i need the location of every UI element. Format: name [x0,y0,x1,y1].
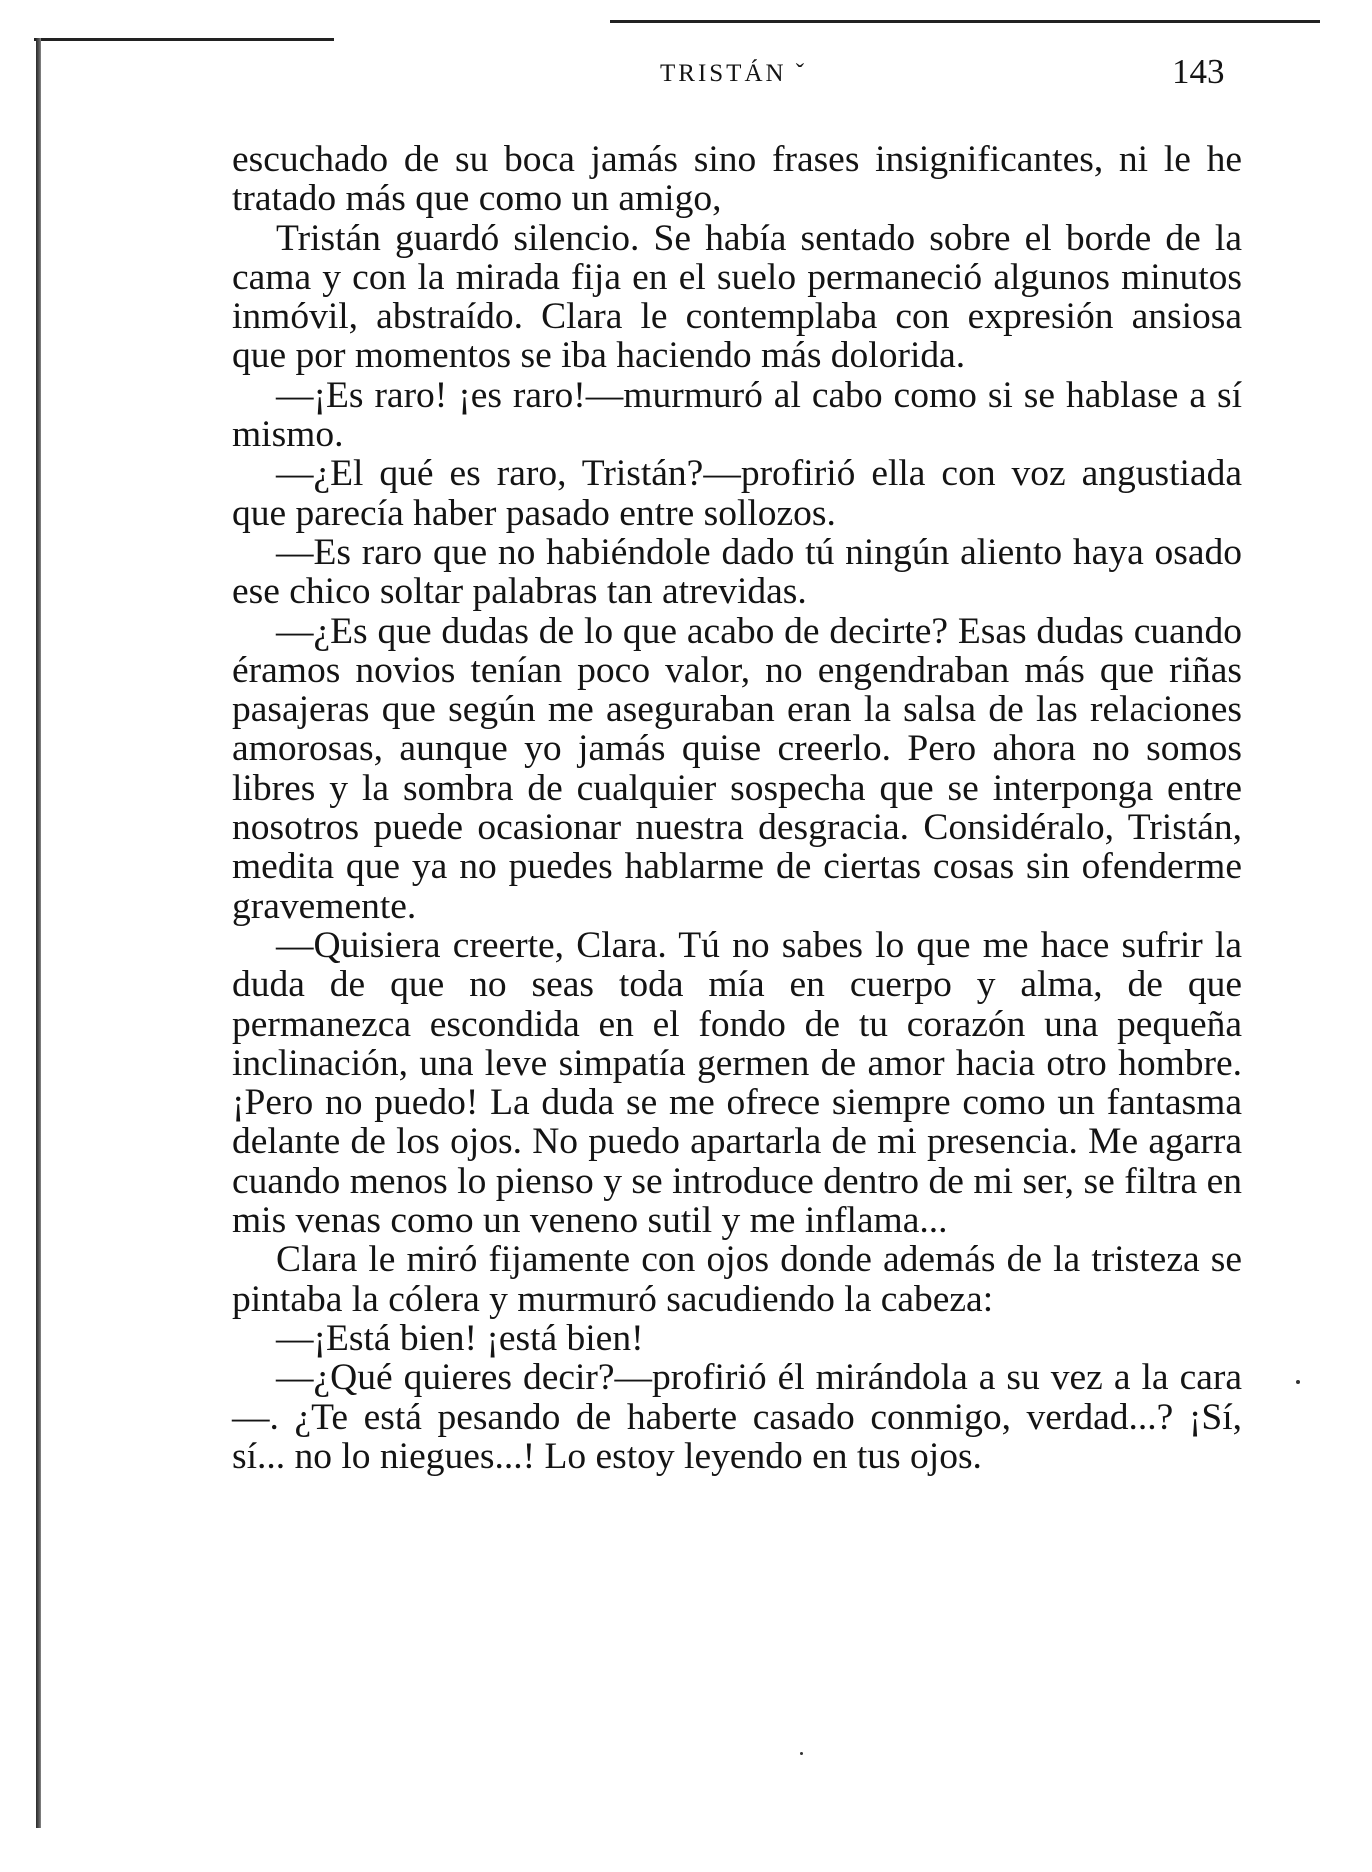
paragraph: —¡Está bien! ¡está bien! [276,1317,644,1359]
paragraph: —¡Es raro! ¡es raro!—murmuró al cabo como si se hablase a sí mismo. [232,374,1242,456]
scan-edge-line [34,38,334,41]
scan-speck [800,1752,803,1755]
running-title: TRISTÁN ˇ [660,60,808,87]
paragraph: —¿Es que dudas de lo que acabo de decirte? Esas dudas cuando éramos novios tenían poco valor, no engendraban más que riñas pasajeras que según me aseguraban eran la salsa de las relaciones amorosas, aunque yo jamás quise creerlo. Pero ahora no somos libres y la sombra de cualquier sospecha que se interponga entre nosotros puede ocasionar nuestra desgracia. Considéralo, Tristán, medita que ya no puedes hablarme de ciertas cosas sin ofenderme gravemente. [232,610,1242,927]
paragraph: —¿Qué quieres decir?—profirió él mirándola a su vez a la cara—. ¿Te está pesando de haberte casado conmigo, verdad...? ¡Sí, sí... no lo niegues...! Lo estoy leyendo en tus ojos. [232,1357,1242,1477]
scan-edge-line [610,20,1320,23]
paragraph: Clara le miró fijamente con ojos donde además de la tristeza se pintaba la cólera y murmuró sacudiendo la cabeza: [232,1239,1242,1320]
paragraph: —Es raro que no habiéndole dado tú ningún aliento haya osado ese chico soltar palabras tan atrevidas. [232,531,1242,613]
scan-spine-shadow [36,38,41,1828]
paragraph: Tristán guardó silencio. Se había sentado sobre el borde de la cama y con la mirada fija en el suelo permaneció algunos minutos inmóvil, abstraído. Clara le contemplaba con expresión ansiosa que por momentos se iba haciendo más dolorida. [232,217,1242,377]
page-number: 143 [1172,52,1225,91]
body-text [232,140,1242,1476]
page-header [0,52,1372,92]
paragraph: —¿El qué es raro, Tristán?—profirió ella con voz angustiada que parecía haber pasado entre sollozos. [232,453,1242,534]
paragraph: —Quisiera creerte, Clara. Tú no sabes lo que me hace sufrir la duda de que no seas toda mía en cuerpo y alma, de que permanezca escondida en el fondo de tu corazón una pequeña inclinación, una leve simpatía germen de amor hacia otro hombre. ¡Pero no puedo! La duda se me ofrece siempre como un fantasma delante de los ojos. No puedo apartarla de mi presencia. Me agarra cuando menos lo pienso y se introduce dentro de mi ser, se filtra en mis venas como un veneno sutil y me inflama... [232,924,1242,1242]
scan-speck [1296,1380,1300,1384]
paragraph: escuchado de su boca jamás sino frases insignificantes, ni le he tratado más que como un amigo, [232,139,1242,220]
